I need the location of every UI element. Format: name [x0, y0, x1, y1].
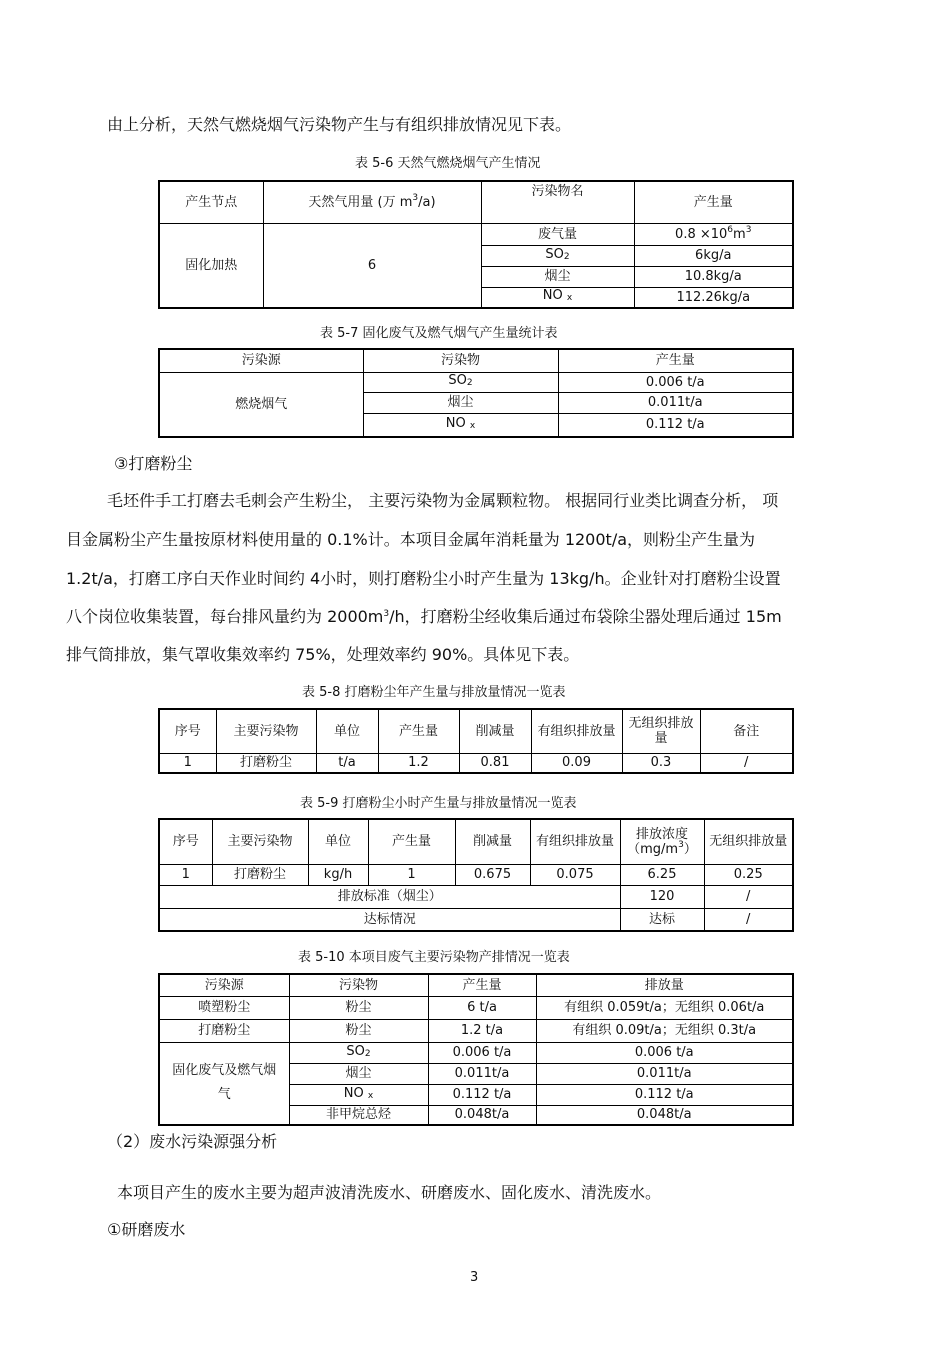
data-cell: 1: [368, 864, 455, 885]
header-cell: 序号: [159, 709, 216, 753]
data-cell: kg/h: [308, 864, 368, 885]
header-cell: 主要污染物: [216, 709, 316, 753]
pollutant-cell: 烟尘: [363, 392, 558, 413]
header-pollutant: 污染物: [289, 974, 428, 996]
pollutant-cell: $SO_2$: [481, 245, 634, 266]
header-cell: 无组织排放量: [704, 819, 793, 864]
header-amount: 产生量: [558, 349, 793, 372]
table-5-6-caption: 表 5-6 天然气燃烧烟气产生情况: [355, 156, 541, 171]
amount-cell: 0.011t/a: [558, 392, 793, 413]
data-cell: 6.25: [620, 864, 704, 885]
data-cell: 0.25: [704, 864, 793, 885]
header-cell: 单位: [316, 709, 378, 753]
data-cell: t/a: [316, 753, 378, 773]
header-cell: 削减量: [455, 819, 530, 864]
amount-cell: 0.048t/a: [428, 1105, 536, 1125]
pollutant-cell: $SO_2$: [289, 1042, 428, 1063]
section-grinding-dust-title: ③打磨粉尘: [114, 454, 193, 473]
paragraph-line-1: 毛坯件手工打磨去毛刺会产生粉尘， 主要污染物为金属颗粒物。 根据同行业类比调查分析， 项: [107, 491, 779, 510]
amount-cell: 1.2 t/a: [428, 1019, 536, 1042]
header-amount: 产生量: [428, 974, 536, 996]
pollutant-cell: NO $_x$: [481, 287, 634, 308]
pollutant-cell: 烟尘: [481, 266, 634, 287]
pollutant-cell: 粉尘: [289, 1019, 428, 1042]
header-emission: 排放量: [536, 974, 793, 996]
amount-cell: 6kg/a: [634, 245, 793, 266]
data-cell: 1.2: [378, 753, 459, 773]
paragraph-line-3: 1.2t/a，打磨工序白天作业时间约 4小时，则打磨粉尘小时产生量为 13kg/h。企业针对打磨粉尘设置: [66, 569, 781, 588]
pollutant-cell: NO $_x$: [363, 413, 558, 437]
section-grinding-wastewater-title: ①研磨废水: [107, 1220, 186, 1239]
data-cell: /: [700, 753, 793, 773]
pollutant-cell: 废气量: [481, 223, 634, 245]
header-amount: 产生量: [634, 181, 793, 223]
header-gas-usage: 天然气用量 (万 $m^3/a$): [263, 181, 481, 223]
result-slash: /: [704, 908, 793, 931]
standard-value: 120: [620, 885, 704, 908]
header-cell: 主要污染物: [212, 819, 308, 864]
header-cell: 产生量: [368, 819, 455, 864]
source-cell: 打磨粉尘: [159, 1019, 289, 1042]
header-cell: 产生量: [378, 709, 459, 753]
pollutant-cell: 非甲烷总烃: [289, 1105, 428, 1125]
amount-cell: 0.006 t/a: [428, 1042, 536, 1063]
amount-cell: 0.006 t/a: [558, 372, 793, 392]
pollutant-cell: 烟尘: [289, 1063, 428, 1084]
header-cell: 序号: [159, 819, 212, 864]
data-cell: 1: [159, 864, 212, 885]
result-label: 达标情况: [159, 908, 620, 931]
data-cell: 0.675: [455, 864, 530, 885]
header-cell: 削减量: [459, 709, 531, 753]
table-5-7-caption: 表 5-7 固化废气及燃气烟气产生量统计表: [320, 326, 558, 341]
wastewater-paragraph: 本项目产生的废水主要为超声波清洗废水、研磨废水、固化废水、清洗废水。: [117, 1183, 662, 1202]
header-cell: 有组织排放量: [530, 819, 620, 864]
amount-cell: 112.26kg/a: [634, 287, 793, 308]
data-cell: 0.09: [531, 753, 622, 773]
amount-cell: $0.8 \times 10^6m^3$: [634, 223, 793, 245]
source-cell: 固化废气及燃气烟气: [159, 1042, 289, 1125]
pollutant-cell: 粉尘: [289, 996, 428, 1019]
amount-cell: 6 t/a: [428, 996, 536, 1019]
header-pollutant: 污染物名: [481, 181, 634, 223]
header-source: 污染源: [159, 974, 289, 996]
table-5-7: [158, 348, 794, 438]
source-cell: 燃烧烟气: [159, 372, 363, 437]
paragraph-line-5: 排气筒排放，集气罩收集效率约 75%，处理效率约 90%。具体见下表。: [66, 645, 580, 664]
header-cell: 有组织排放量: [531, 709, 622, 753]
emission-cell: 有组织 0.09t/a；无组织 0.3t/a: [536, 1019, 793, 1042]
emission-cell: 0.011t/a: [536, 1063, 793, 1084]
emission-cell: 0.048t/a: [536, 1105, 793, 1125]
amount-cell: 0.011t/a: [428, 1063, 536, 1084]
data-cell: 打磨粉尘: [216, 753, 316, 773]
data-cell: 打磨粉尘: [212, 864, 308, 885]
node-cell: 固化加热: [159, 223, 263, 308]
standard-label: 排放标准（烟尘）: [159, 885, 620, 908]
header-concentration: 排放浓度 $(mg/m^3)$: [620, 819, 704, 864]
gas-cell: 6: [263, 223, 481, 308]
paragraph-line-4: 八个岗位收集装置，每台排风量约为 $2000m^3/h$，打磨粉尘经收集后通过布袋除尘器处理后通过 15m: [66, 607, 782, 626]
header-cell: 无组织排放量: [622, 709, 700, 753]
data-cell: 0.3: [622, 753, 700, 773]
amount-cell: 10.8kg/a: [634, 266, 793, 287]
table-5-9: [158, 818, 794, 932]
standard-slash: /: [704, 885, 793, 908]
header-node: 产生节点: [159, 181, 263, 223]
amount-cell: 0.112 t/a: [558, 413, 793, 437]
header-cell: 备注: [700, 709, 793, 753]
emission-cell: 0.112 t/a: [536, 1084, 793, 1105]
pollutant-cell: $SO_2$: [363, 372, 558, 392]
data-cell: 0.81: [459, 753, 531, 773]
paragraph-line-2: 目金属粉尘产生量按原材料使用量的 0.1%计。本项目金属年消耗量为 1200t/a，则粉尘产生量为: [66, 530, 756, 549]
table-5-8-caption: 表 5-8 打磨粉尘年产生量与排放量情况一览表: [302, 685, 566, 700]
header-pollutant: 污染物: [363, 349, 558, 372]
data-cell: 1: [159, 753, 216, 773]
section-wastewater-title: （2）废水污染源强分析: [107, 1132, 278, 1151]
header-source: 污染源: [159, 349, 363, 372]
source-cell: 喷塑粉尘: [159, 996, 289, 1019]
table-5-9-caption: 表 5-9 打磨粉尘小时产生量与排放量情况一览表: [300, 796, 577, 811]
table-5-10-caption: 表 5-10 本项目废气主要污染物产排情况一览表: [298, 950, 570, 965]
intro-text: 由上分析，天然气燃烧烟气污染物产生与有组织排放情况见下表。: [107, 115, 572, 134]
data-cell: 0.075: [530, 864, 620, 885]
header-cell: 单位: [308, 819, 368, 864]
page-number: 3: [470, 1270, 479, 1285]
table-5-8: [158, 708, 794, 774]
emission-cell: 有组织 0.059t/a；无组织 0.06t/a: [536, 996, 793, 1019]
emission-cell: 0.006 t/a: [536, 1042, 793, 1063]
amount-cell: 0.112 t/a: [428, 1084, 536, 1105]
result-value: 达标: [620, 908, 704, 931]
table-5-10: [158, 973, 794, 1126]
table-5-6: [158, 180, 794, 309]
pollutant-cell: NO $_x$: [289, 1084, 428, 1105]
